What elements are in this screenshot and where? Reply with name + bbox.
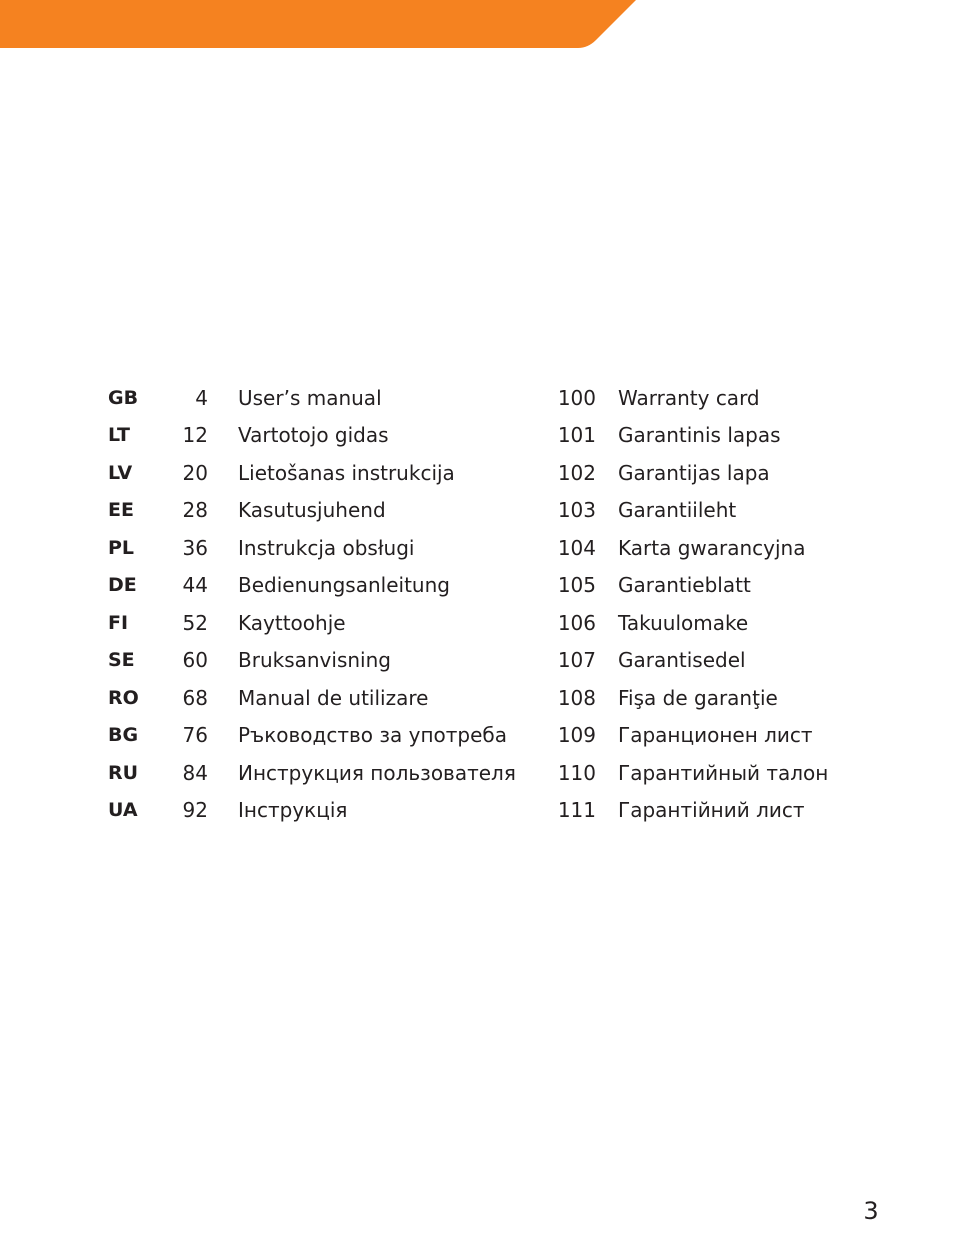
- language-code: SE: [108, 649, 135, 671]
- warranty-title: Fişa de garanţie: [618, 686, 778, 710]
- warranty-title: Гарантийный талон: [618, 761, 829, 785]
- page-number: 3: [863, 1197, 879, 1225]
- page-reference: 60: [182, 648, 208, 672]
- page-reference: 12: [182, 423, 208, 447]
- warranty-page-reference: 103: [557, 498, 596, 522]
- language-code: EE: [108, 499, 134, 521]
- page-reference: 52: [182, 611, 208, 635]
- warranty-page-reference: 104: [557, 536, 596, 560]
- language-code: PL: [108, 537, 135, 559]
- language-code: LT: [108, 424, 130, 446]
- warranty-page-reference: 102: [557, 461, 596, 485]
- language-code: GB: [108, 387, 139, 409]
- page-reference: 68: [182, 686, 208, 710]
- page-reference: 92: [182, 798, 208, 822]
- section-title: Lietošanas instrukcija: [238, 461, 455, 485]
- language-code: FI: [108, 612, 129, 634]
- page-reference: 44: [182, 573, 208, 597]
- warranty-page-reference: 108: [557, 686, 596, 710]
- section-title: Instrukcja obsługi: [238, 536, 415, 560]
- warranty-page-reference: 106: [557, 611, 596, 635]
- page-reference: 4: [195, 386, 208, 410]
- section-title: Vartotojo gidas: [238, 423, 389, 447]
- warranty-title: Takuulomake: [618, 611, 749, 635]
- warranty-title: Garantijas lapa: [618, 461, 770, 485]
- warranty-title: Garantisedel: [618, 648, 746, 672]
- page-reference: 28: [182, 498, 208, 522]
- section-title: Bedienungsanleitung: [238, 573, 450, 597]
- language-code: LV: [108, 462, 133, 484]
- warranty-title: Garantieblatt: [618, 573, 751, 597]
- language-code: BG: [108, 724, 139, 746]
- section-title: User’s manual: [238, 386, 382, 410]
- language-code: RO: [108, 687, 139, 709]
- warranty-title: Гаранционен лист: [618, 723, 813, 747]
- warranty-page-reference: 101: [557, 423, 596, 447]
- warranty-title: Garantiileht: [618, 498, 737, 522]
- section-title: Bruksanvisning: [238, 648, 391, 672]
- page-reference: 76: [182, 723, 208, 747]
- warranty-page-reference: 110: [557, 761, 596, 785]
- section-title: Kasutusjuhend: [238, 498, 386, 522]
- warranty-title: Karta gwarancyjna: [618, 536, 806, 560]
- warranty-title: Гарантійний лист: [618, 798, 805, 822]
- page-reference: 84: [182, 761, 208, 785]
- section-title: Инструкция пользователя: [238, 761, 516, 785]
- section-title: Kayttoohje: [238, 611, 346, 635]
- language-code: DE: [108, 574, 137, 596]
- section-title: Manual de utilizare: [238, 686, 429, 710]
- warranty-page-reference: 105: [557, 573, 596, 597]
- language-code: RU: [108, 762, 139, 784]
- section-title: Інструкція: [238, 798, 348, 822]
- top-banner: [0, 0, 640, 48]
- page-reference: 36: [182, 536, 208, 560]
- warranty-title: Warranty card: [618, 386, 760, 410]
- warranty-page-reference: 109: [557, 723, 596, 747]
- warranty-page-reference: 100: [557, 386, 596, 410]
- warranty-page-reference: 107: [557, 648, 596, 672]
- page-reference: 20: [182, 461, 208, 485]
- language-code: UA: [108, 799, 138, 821]
- warranty-page-reference: 111: [557, 798, 596, 822]
- warranty-title: Garantinis lapas: [618, 423, 781, 447]
- section-title: Ръководство за употреба: [238, 723, 508, 747]
